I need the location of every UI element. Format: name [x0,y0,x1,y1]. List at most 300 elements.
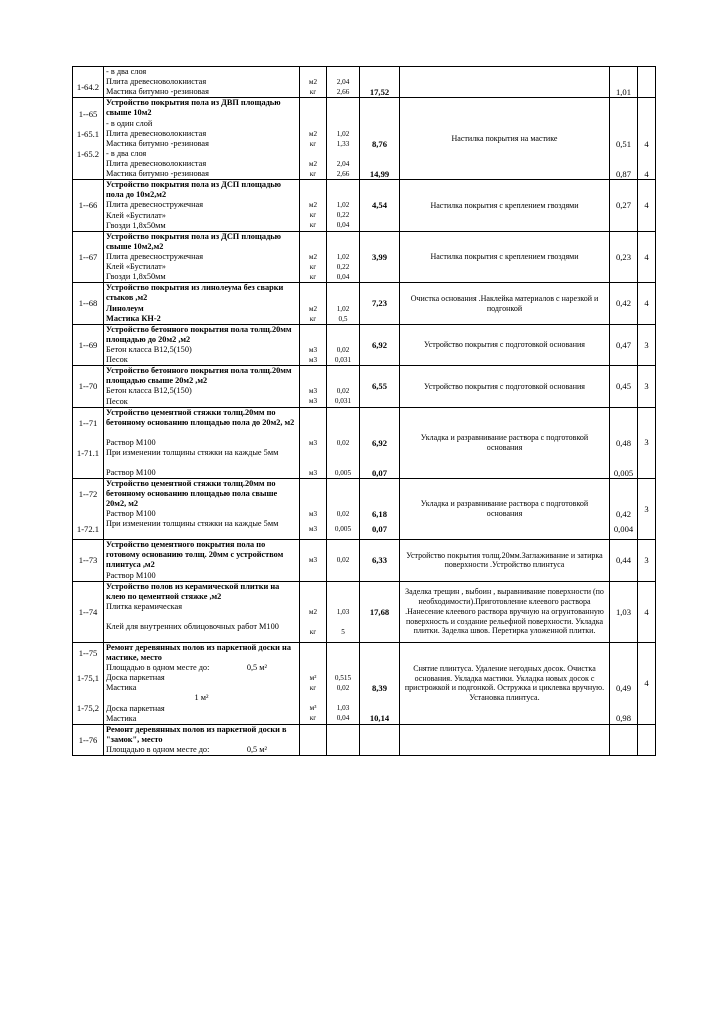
description-line [106,304,297,314]
quantity-line [327,643,359,663]
item-code [73,180,104,232]
category [638,540,656,581]
description-text: Песок [106,355,128,365]
unit-value: м3 [308,556,318,565]
item-code-value: 1--69 [78,339,98,350]
total-norm [360,540,400,581]
table-row [73,324,656,365]
total-norm-line [360,77,399,87]
unit [300,540,327,581]
quantity-line: 0,04 [336,714,350,723]
description-line [106,272,297,282]
description-text: Мастика [106,683,137,693]
coefficient [610,642,638,724]
item-code-line [74,663,102,673]
description-text: При изменении толщины стяжки на каждые 5мм [106,519,279,529]
unit-line: м³ [309,704,317,713]
total-norm-line: 6,92 [371,437,388,448]
coefficient [610,478,638,539]
item-code-value: 1--76 [78,734,98,745]
unit-line: м2 [308,129,318,138]
total-norm-line [360,673,399,683]
item-description [104,540,300,581]
coefficient-line: 0,48 [615,437,632,448]
coefficient-line: 1,01 [615,87,632,98]
total-norm-value: 4,54 [371,200,388,211]
table-row [73,98,656,180]
category-value: 4 [644,251,649,262]
quantity-value: 0,02 [336,556,350,565]
quantity-line: 0,22 [336,211,350,220]
item-description [104,581,300,642]
description-text: Бетон класса В12,5(150) [106,386,192,396]
unit [300,407,327,478]
coefficient [610,283,638,324]
coefficient-line [610,129,637,139]
quantity-line: 2,04 [336,78,350,87]
coefficient [610,67,638,98]
description-line [106,98,297,118]
description-line [106,283,297,303]
work-composition-value: Устройство покрытия с подготовкой основания [424,381,585,391]
unit-line: м2 [308,607,318,616]
total-norm-line: 0,07 [371,467,388,478]
coefficient-line: 0,98 [615,713,632,724]
description-text: Клей «Бустилат» [106,210,166,220]
item-code [73,540,104,581]
item-code-line [74,159,102,169]
description-line [106,345,297,355]
category [638,581,656,642]
unit [300,724,327,755]
description-line [106,252,297,262]
category-value: 3 [644,503,649,514]
item-code [73,98,104,180]
category-value: 4 [644,298,649,309]
category-line [638,129,655,139]
total-norm-value: 6,33 [371,555,388,566]
unit [300,180,327,232]
description-line [106,582,297,602]
work-composition [400,98,610,180]
description-line [106,602,297,622]
description-line [106,366,297,386]
item-code-line: 1-71.1 [76,447,100,458]
quantity [327,231,360,283]
unit-line: м3 [308,397,318,406]
category [638,67,656,98]
description-line [106,129,297,139]
quantity [327,283,360,324]
item-description [104,478,300,539]
unit-line: м3 [308,387,318,396]
item-code-line [74,683,102,693]
description-line [106,704,297,714]
coefficient-value: 0,45 [615,381,632,392]
description-text: Клей для внутренних облицовочных работ М100 [106,621,279,631]
quantity-line [327,99,359,119]
coefficient [610,324,638,365]
table-row [73,366,656,407]
quantity-line: 2,66 [336,88,350,97]
work-composition-value: Заделка трещин , выбоин , выравнивание поверхности (по необходимости).Приготовление клеевого раствора .Нанесение клеевого раствора вручную на огрунтованную поверхность и создание рельефной поверхности. Укладка плитки. Заделка швов. Перетирка уложенной плитки. [405,587,604,636]
unit-line [300,284,326,304]
item-code-line [74,458,102,468]
total-norm-line [360,129,399,139]
description-line [106,683,297,693]
unit [300,283,327,324]
quantity-line: 0,04 [336,273,350,282]
description-line [106,714,297,724]
category [638,283,656,324]
category [638,478,656,539]
quantity-line: 2,66 [336,169,350,178]
item-code-line: 1--72 [78,489,98,500]
description-text: - в два слоя [106,67,147,76]
table-row [73,642,656,724]
work-composition [400,407,610,478]
category [638,180,656,232]
total-norm-line [360,703,399,713]
item-code [73,407,104,478]
unit-line [300,582,326,602]
total-norm [360,98,400,180]
item-code [73,324,104,365]
unit-line [300,99,326,119]
description-line [106,438,297,448]
quantity-line [327,693,359,703]
coefficient-line [610,159,637,169]
item-code-line: 1-65.1 [76,128,100,139]
item-description [104,724,300,755]
item-code-line: 1--75 [78,648,98,659]
description-text: Мастика [106,713,137,723]
description-text: Мастика битумно -резиновая [106,169,209,179]
description-text: Устройство бетонного покрытия пола толщ.20мм площадью свыше 20м2 ,м2 [106,366,292,386]
description-text: Устройство цементного покрытия пола по готовому основанию толщ. 20мм с устройством плинтуса ,м2 [106,540,284,570]
work-composition-value: Настилка покрытия с креплением гвоздями [430,200,579,210]
description-line [106,386,297,396]
work-composition [400,724,610,755]
description-text: Устройство цементной стяжки толщ.20мм по бетонному основанию площадью пола до 20м2, м2 [106,407,295,427]
description-line [106,725,297,745]
description-line [106,479,297,509]
item-code-line [74,509,102,519]
coefficient-line [610,479,637,509]
work-composition-value: Снятие плинтуса. Удаление негодных досок. Очистка основания. Укладка мастики. Укладка новых досок с пристрожкой и подгонкой. Остружка и циклевка вручную. Установка плинтуса. [404,663,605,703]
unit-line [300,67,326,77]
category [638,98,656,180]
quantity [327,478,360,539]
coefficient-line [610,149,637,159]
quantity-line: 1,02 [336,129,350,138]
item-code-line: 1-75,1 [76,673,100,684]
total-norm [360,231,400,283]
description-text: Линолеум [106,303,144,313]
description-line [106,119,297,129]
coefficient [610,581,638,642]
description-line [106,663,297,673]
quantity [327,366,360,407]
unit-line: м3 [308,468,318,477]
item-code-value: 1--73 [78,555,98,566]
quantity [327,724,360,755]
quantity [327,98,360,180]
description-text: Бетон класса В12,5(150) [106,344,192,354]
table-row [73,67,656,98]
description-line [106,232,297,252]
coefficient-line: 0,87 [615,168,632,179]
coefficient-line [610,703,637,713]
work-composition [400,283,610,324]
item-description [104,283,300,324]
unit-line: м2 [308,78,318,87]
item-code-value: 1--68 [78,298,98,309]
category-line [638,99,655,119]
unit-line: кг [309,627,317,636]
total-norm [360,581,400,642]
quantity [327,642,360,724]
unit-line: кг [309,169,317,178]
unit [300,581,327,642]
work-composition [400,231,610,283]
item-code-line: 1-75,2 [76,703,100,714]
unit-line: м2 [308,253,318,262]
description-text: Раствор М100 [106,570,156,580]
total-norm-value: 7,23 [371,298,388,309]
work-composition-value: Очистка основания .Наклейка материалов с нарезкой и подгонкой [410,293,599,313]
item-description [104,231,300,283]
unit [300,478,327,539]
quantity-line: 0,5 [338,314,348,323]
item-code-value: 1--67 [78,251,98,262]
unit-line: м3 [308,510,318,519]
item-code-line: 1-64.2 [76,82,100,93]
quantity [327,540,360,581]
description-line [106,540,297,570]
category-line: 4 [644,138,649,149]
unit-line: кг [309,139,317,148]
quantity-line [327,325,359,345]
coefficient-value: 0,27 [615,200,632,211]
description-text: Плита древесноволокнистая [106,77,207,87]
item-description [104,407,300,478]
unit-line: кг [309,88,317,97]
work-composition [400,478,610,539]
total-norm-line: 8,39 [371,683,388,694]
description-text: Плитка керамическая [106,601,183,611]
category [638,407,656,478]
category-line [638,159,655,169]
coefficient-line [610,408,637,438]
quantity-line: 0,02 [336,684,350,693]
item-description [104,67,300,98]
table-row [73,581,656,642]
category [638,642,656,724]
quantity-line: 0,22 [336,263,350,272]
description-text: Устройство покрытия пола из ДСП площадью пола до 10м2,м2 [106,180,281,200]
item-code-value: 1--66 [78,200,98,211]
work-composition [400,581,610,642]
quantity-line: 0,031 [334,355,352,364]
total-norm-line [360,119,399,129]
unit-line: кг [309,684,317,693]
coefficient-line: 0,005 [613,467,634,478]
coefficient-value: 0,23 [615,251,632,262]
unit-line: кг [309,714,317,723]
table-row [73,180,656,232]
work-composition [400,67,610,98]
description-line [106,519,297,539]
unit-line [300,366,326,386]
description-text: Устройство покрытия пола из ДВП площадью свыше 10м2 [106,98,281,118]
quantity [327,324,360,365]
unit-line [300,119,326,129]
description-line [106,408,297,438]
total-norm-value: 3,99 [371,251,388,262]
work-composition [400,366,610,407]
work-composition [400,324,610,365]
description-line [106,180,297,200]
item-code-value: 1--74 [78,606,98,617]
quantity-line [327,180,359,200]
unit-line [300,149,326,159]
coefficient-line [610,448,637,468]
quantity-line [327,448,359,468]
unit-line [300,479,326,509]
category [638,231,656,283]
coefficient-line [610,643,637,663]
quantity-line: 5 [341,627,345,636]
description-text: 1 м² [194,693,209,703]
item-code [73,366,104,407]
quantity [327,407,360,478]
description-line [106,448,297,468]
work-composition [400,180,610,232]
description-line [106,67,297,77]
coefficient [610,540,638,581]
coefficient [610,407,638,478]
item-description [104,180,300,232]
description-text: Песок [106,396,128,406]
quantity-line [327,408,359,438]
item-description [104,642,300,724]
quantity-line: 0,02 [336,510,350,519]
coefficient [610,98,638,180]
description-text: Плита древесностружечная [106,251,204,261]
quantity-line [327,582,359,602]
description-line [106,262,297,272]
quantity-line: 0,02 [336,345,350,354]
unit [300,67,327,98]
unit [300,98,327,180]
unit-line [300,643,326,663]
item-description [104,98,300,180]
quantity [327,67,360,98]
total-norm [360,724,400,755]
unit-line: м2 [308,201,318,210]
price-table [72,66,656,756]
quantity-line: 1,03 [336,704,350,713]
coefficient-value: 0,42 [615,298,632,309]
unit-line [300,232,326,252]
description-line [106,397,297,407]
item-code [73,478,104,539]
total-norm [360,407,400,478]
description-text: Устройство покрытия пола из ДСП площадью свыше 10м2,м2 [106,231,281,251]
total-norm-line [360,448,399,468]
unit-line: м3 [308,438,318,447]
description-line [106,355,297,365]
description-amount: 0,5 м² [246,745,267,755]
unit-line: кг [309,314,317,323]
quantity [327,581,360,642]
description-text: Устройство бетонного покрытия пола толщ.20мм площадью до 20м2 ,м2 [106,324,292,344]
coefficient-line: 0,51 [615,138,632,149]
quantity-line [327,663,359,673]
quantity-line: 0,02 [336,438,350,447]
item-code [73,67,104,98]
table-row [73,540,656,581]
coefficient [610,366,638,407]
description-line [106,314,297,324]
unit-line: м3 [308,355,318,364]
unit-line [300,408,326,438]
total-norm [360,180,400,232]
unit [300,366,327,407]
description-line [106,169,297,179]
quantity [327,180,360,232]
item-code-line: 1-72.1 [76,524,100,535]
quantity-line [327,284,359,304]
unit-line: м2 [308,159,318,168]
table-row [73,478,656,539]
table-row [73,283,656,324]
total-norm-line: 14,99 [369,168,390,179]
work-composition-value: Устройство покрытия с подготовкой основания [424,340,585,350]
description-text: Доска паркетная [106,673,165,683]
unit-line [300,325,326,345]
description-line [106,325,297,345]
total-norm [360,324,400,365]
coefficient-line [610,119,637,129]
description-text: Устройство цементной стяжки толщ.20мм по бетонному основанию площадью пола свыше 20м2, м2 [106,478,278,509]
coefficient-line: 0,49 [615,683,632,694]
coefficient-line [610,663,637,673]
description-line [106,77,297,87]
coefficient-value: 1,03 [615,606,632,617]
coefficient-line [610,99,637,119]
table-row [73,407,656,478]
description-line [106,468,297,478]
quantity-line [327,119,359,129]
total-norm [360,642,400,724]
item-code [73,283,104,324]
description-text: Плита древесностружечная [106,200,204,210]
work-composition-value: Настилка покрытия на мастике [451,133,558,143]
total-norm-line: 8,76 [371,138,388,149]
unit-line: м3 [308,345,318,354]
unit [300,642,327,724]
unit-line: кг [309,263,317,272]
category-line: 4 [644,168,649,179]
item-code [73,231,104,283]
coefficient-line [610,693,637,703]
description-line [106,211,297,221]
quantity-line [327,366,359,386]
quantity-line: 0,005 [334,525,352,534]
unit-line [300,180,326,200]
